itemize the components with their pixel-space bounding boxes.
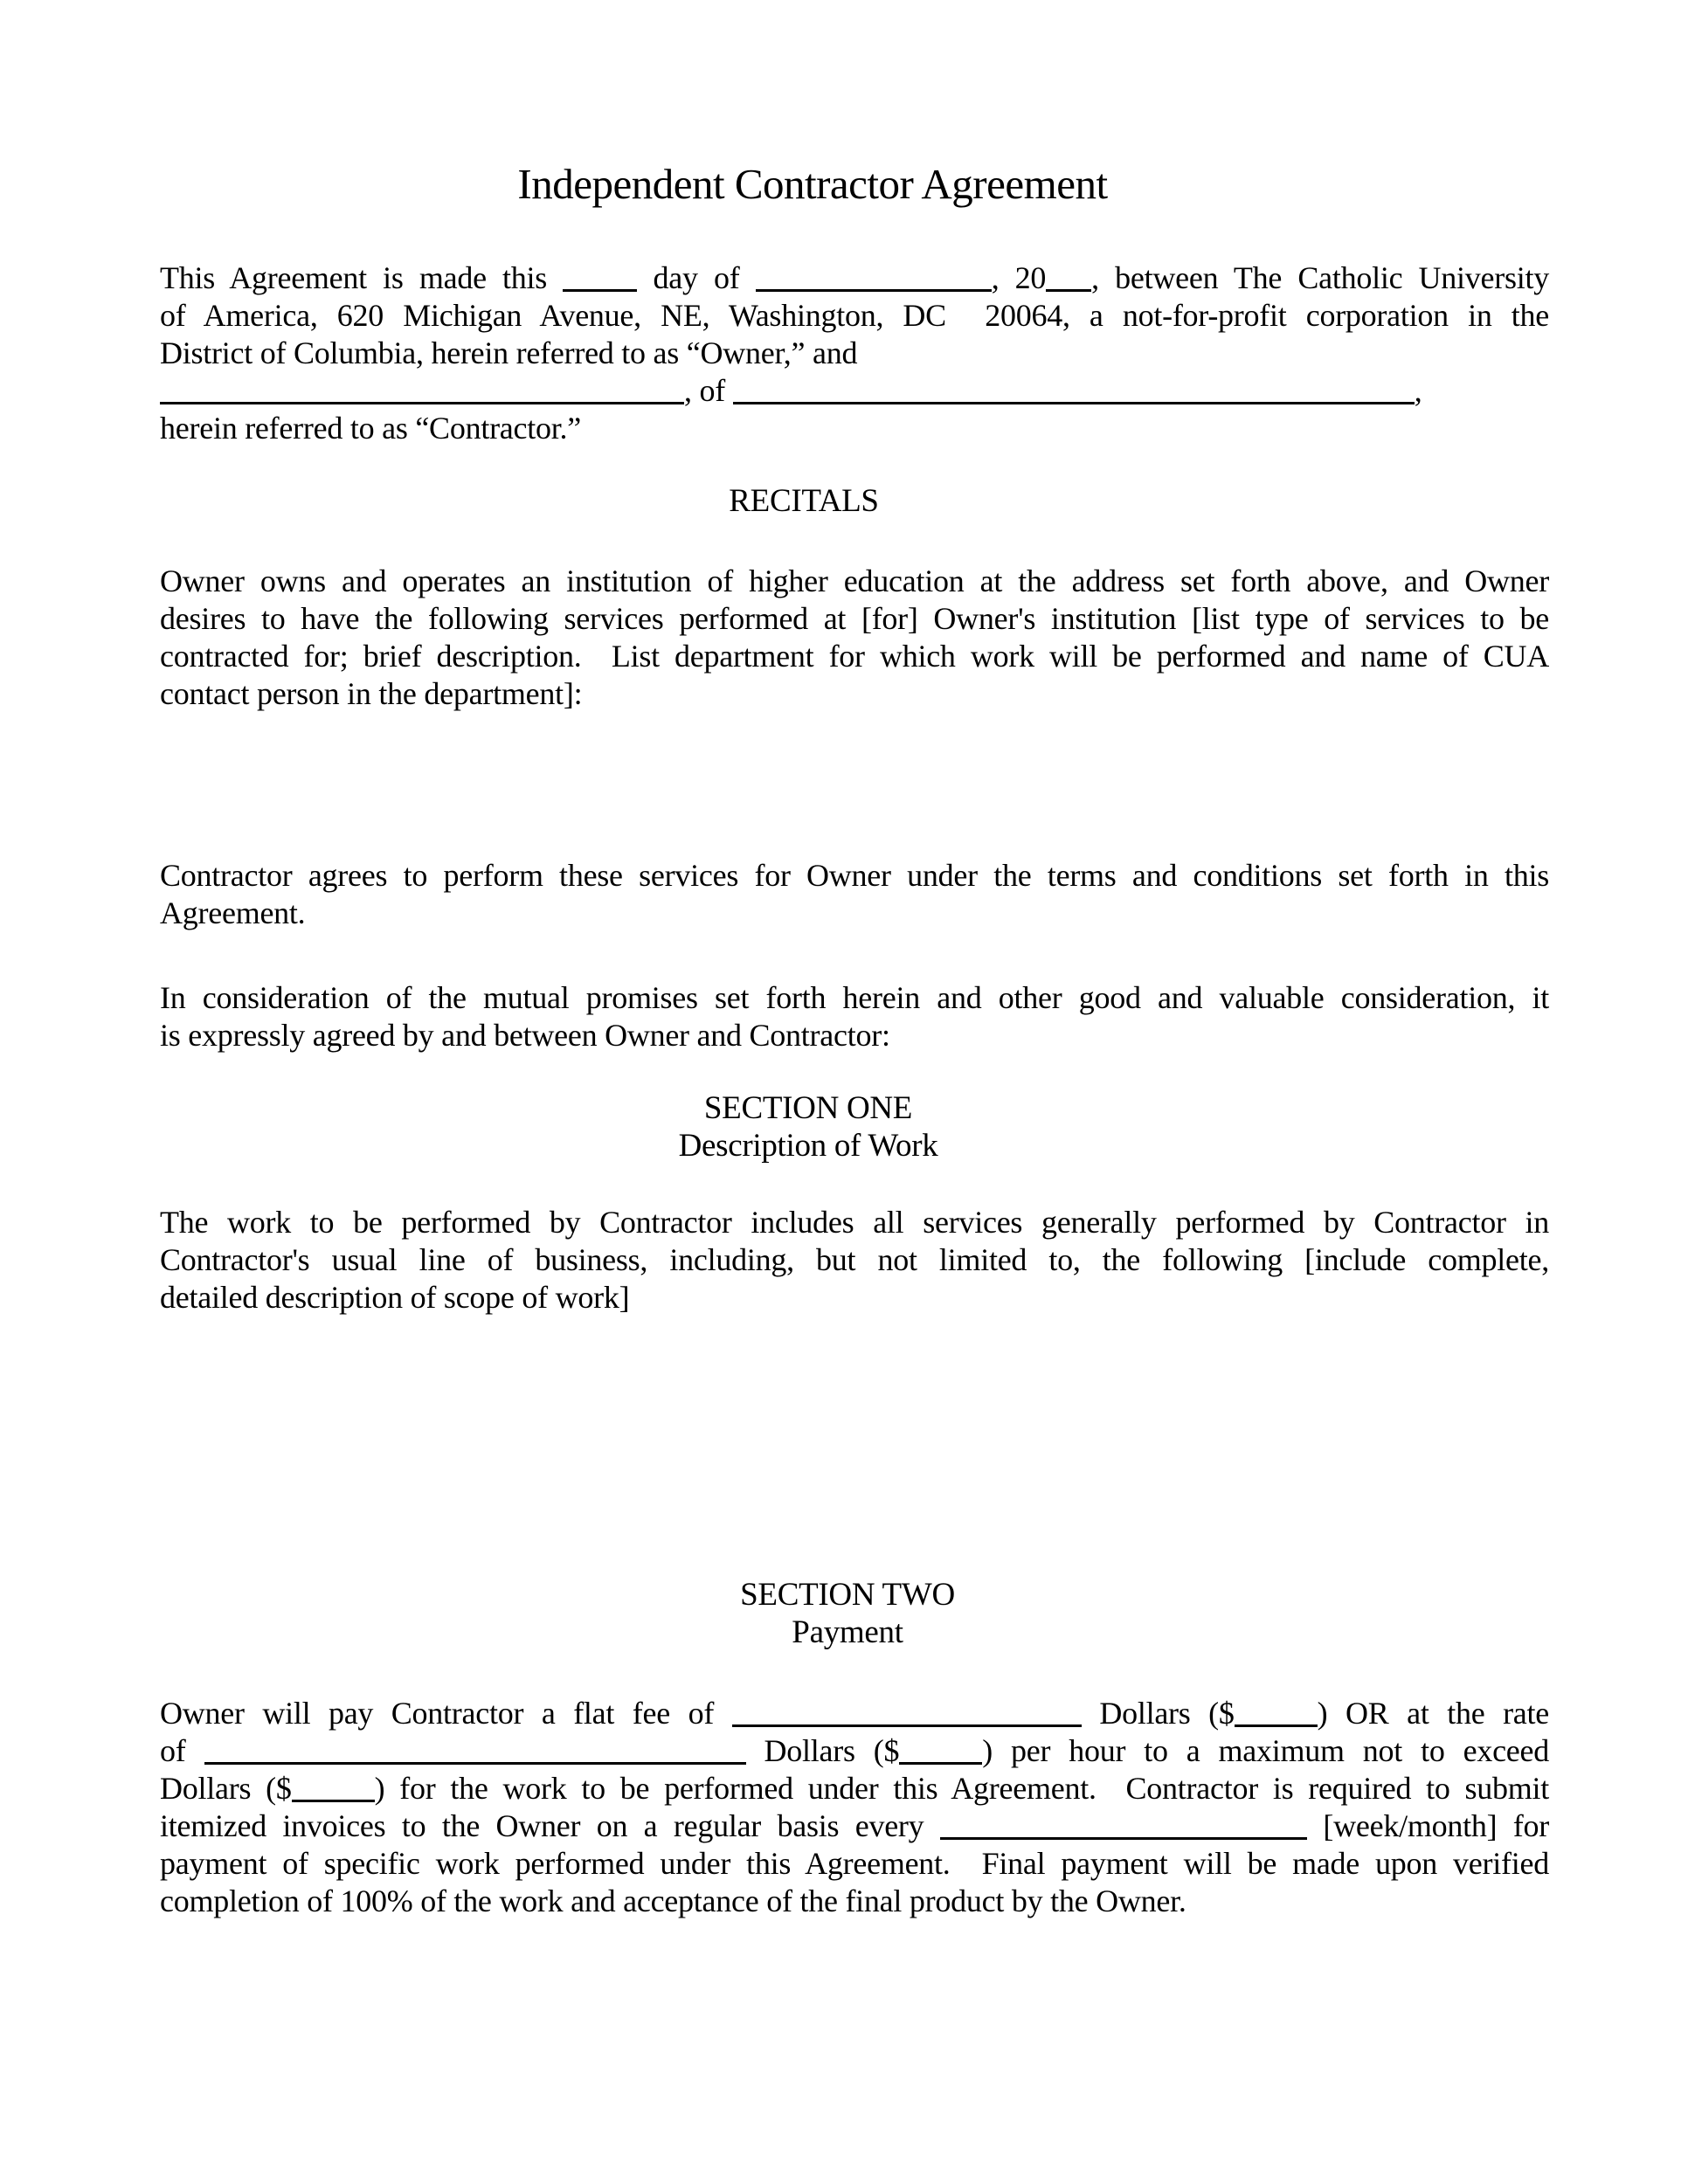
document-title: Independent Contractor Agreement bbox=[517, 160, 1108, 208]
description-of-work-paragraph bbox=[160, 1204, 1549, 1317]
section-one-heading: SECTION ONE bbox=[703, 1090, 913, 1126]
text-line bbox=[160, 372, 1549, 410]
intro-paragraph bbox=[160, 259, 1549, 447]
text-segment: detailed description of scope of work] bbox=[160, 1280, 630, 1315]
text-segment: Dollars ($ bbox=[745, 1733, 900, 1768]
text-segment: Contractor agrees to perform these services for Owner under the terms and conditions set forth in this bbox=[160, 858, 1549, 893]
text-line bbox=[160, 1807, 1549, 1845]
text-segment: ) OR at the rate bbox=[1317, 1696, 1550, 1731]
text-line bbox=[160, 857, 1549, 895]
text-line bbox=[160, 1241, 1549, 1279]
text-line bbox=[160, 600, 1549, 638]
text-segment: Dollars ($ bbox=[160, 1771, 292, 1806]
fill-in-blank-line bbox=[292, 1773, 375, 1802]
text-line bbox=[160, 1770, 1549, 1807]
text-line bbox=[160, 1017, 1549, 1054]
text-segment: day of bbox=[637, 260, 756, 295]
text-segment: of bbox=[160, 1733, 204, 1768]
text-line bbox=[160, 259, 1549, 297]
text-segment: Owner will pay Contractor a flat fee of bbox=[160, 1696, 732, 1731]
fill-in-blank-line bbox=[756, 263, 992, 292]
payment-paragraph bbox=[160, 1695, 1549, 1920]
fill-in-blank-line bbox=[160, 376, 684, 404]
section-one-subheading: Description of Work bbox=[678, 1128, 938, 1164]
text-line bbox=[160, 1279, 1549, 1317]
text-line bbox=[160, 297, 1549, 335]
text-segment: , bbox=[1414, 373, 1422, 408]
fill-in-blank-line bbox=[204, 1736, 746, 1765]
text-segment: desires to have the following services performed at [for] Owner's institution [list type of services to be bbox=[160, 601, 1549, 636]
section-two-subheading: Payment bbox=[792, 1614, 903, 1650]
text-segment: ) for the work to be performed under this Agreement. Contractor is required to submit bbox=[374, 1771, 1550, 1806]
recitals-paragraph bbox=[160, 563, 1549, 713]
text-segment: completion of 100% of the work and acceptance of the final product by the Owner. bbox=[160, 1883, 1186, 1918]
section-two-heading: SECTION TWO bbox=[740, 1577, 955, 1613]
text-segment: The work to be performed by Contractor includes all services generally performed by Contractor in bbox=[160, 1205, 1549, 1240]
text-line bbox=[160, 1883, 1549, 1920]
text-segment: Dollars ($ bbox=[1081, 1696, 1235, 1731]
contractor-agrees-paragraph bbox=[160, 857, 1549, 932]
fill-in-blank-line bbox=[733, 376, 1415, 404]
fill-in-blank-line bbox=[899, 1736, 982, 1765]
text-segment: District of Columbia, herein referred to as “Owner,” and bbox=[160, 335, 858, 370]
fill-in-blank-line bbox=[1235, 1698, 1318, 1727]
text-line bbox=[160, 1695, 1549, 1732]
text-segment: itemized invoices to the Owner on a regular basis every bbox=[160, 1808, 940, 1843]
text-segment: , between The Catholic University bbox=[1091, 260, 1550, 295]
text-segment: In consideration of the mutual promises set forth herein and other good and valuable consideration, it bbox=[160, 980, 1549, 1015]
text-line bbox=[160, 563, 1549, 600]
text-segment: Owner owns and operates an institution of higher education at the address set forth above, and Owner bbox=[160, 563, 1549, 598]
text-segment: , of bbox=[684, 373, 733, 408]
fill-in-blank-line bbox=[940, 1811, 1307, 1840]
text-line bbox=[160, 895, 1549, 932]
text-segment: Agreement. bbox=[160, 895, 306, 930]
text-segment: contracted for; brief description. List department for which work will be performed and name of CUA bbox=[160, 639, 1549, 674]
fill-in-blank-line bbox=[563, 263, 637, 292]
text-line bbox=[160, 410, 1549, 447]
text-line bbox=[160, 335, 1549, 372]
text-segment: Contractor's usual line of business, including, but not limited to, the following [include complete, bbox=[160, 1242, 1549, 1277]
text-line bbox=[160, 1845, 1549, 1883]
text-segment: payment of specific work performed under this Agreement. Final payment will be made upon verified bbox=[160, 1846, 1549, 1881]
text-line bbox=[160, 675, 1549, 713]
text-line bbox=[160, 979, 1549, 1017]
text-segment: herein referred to as “Contractor.” bbox=[160, 411, 581, 446]
fill-in-blank-line bbox=[732, 1698, 1082, 1727]
recitals-heading: RECITALS bbox=[729, 483, 879, 519]
text-line bbox=[160, 1732, 1549, 1770]
text-segment: This Agreement is made this bbox=[160, 260, 564, 295]
text-segment: [week/month] for bbox=[1306, 1808, 1550, 1843]
text-segment: is expressly agreed by and between Owner and Contractor: bbox=[160, 1018, 890, 1053]
text-segment: contact person in the department]: bbox=[160, 676, 583, 711]
text-line bbox=[160, 1204, 1549, 1241]
text-segment: ) per hour to a maximum not to exceed bbox=[982, 1733, 1550, 1768]
text-segment: of America, 620 Michigan Avenue, NE, Washington, DC 20064, a not-for-profit corporation in the bbox=[160, 298, 1549, 333]
text-segment: , 20 bbox=[991, 260, 1047, 295]
fill-in-blank-line bbox=[1046, 263, 1091, 292]
consideration-paragraph bbox=[160, 979, 1549, 1054]
text-line bbox=[160, 638, 1549, 675]
